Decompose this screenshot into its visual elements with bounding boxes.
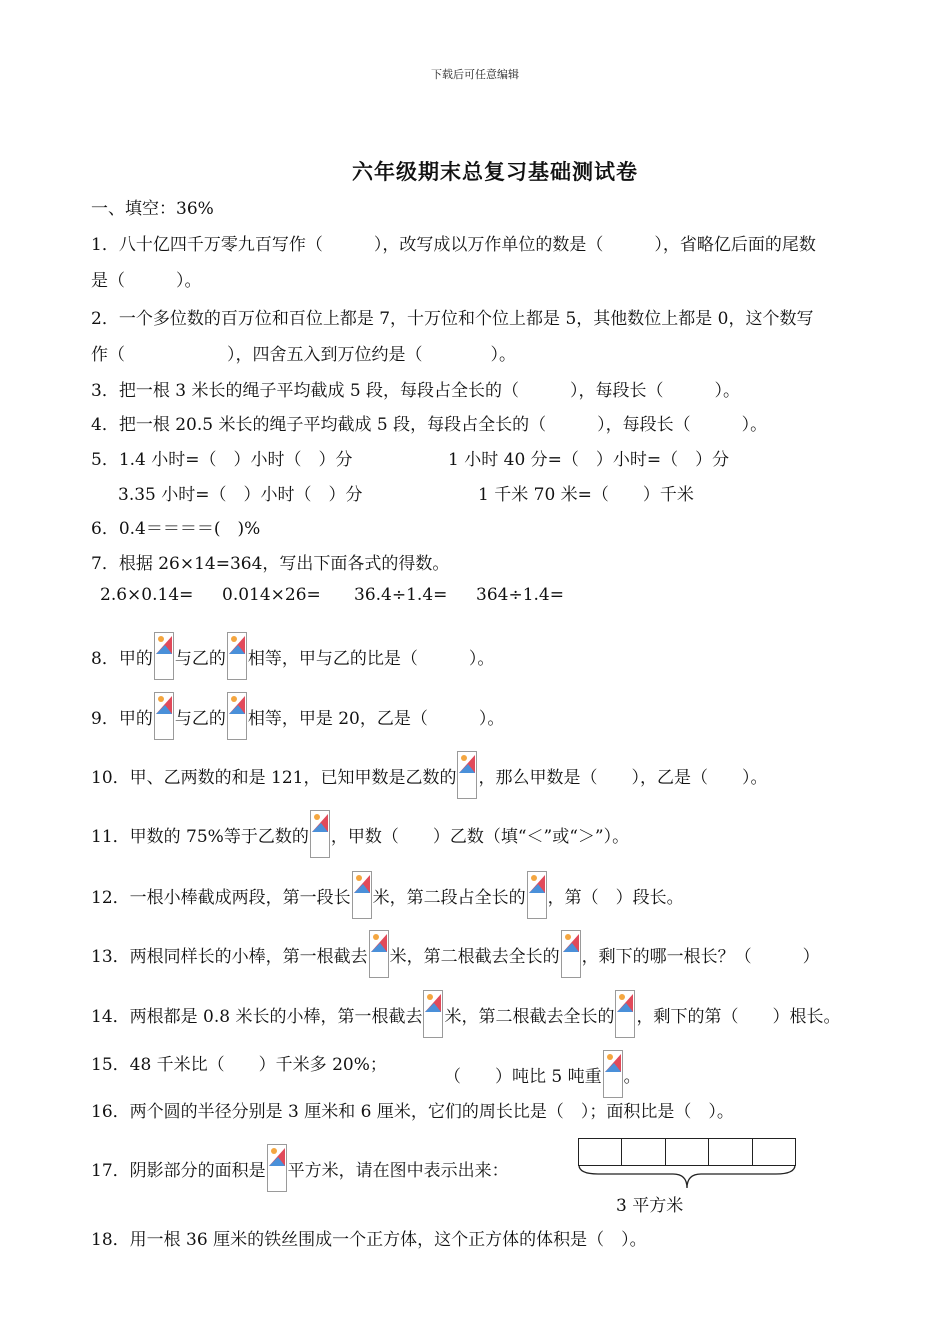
question-2-line-1: 2．一个多位数的百万位和百位上都是 7，十万位和个位上都是 5，其他数位上都是 0，这个数写 xyxy=(91,309,814,329)
question-18: 18．用一根 36 厘米的铁丝围成一个正方体，这个正方体的体积是（ ）。 xyxy=(91,1230,647,1250)
page-title: 六年级期末总复习基础测试卷 xyxy=(352,159,638,184)
fraction-image-icon xyxy=(352,871,372,919)
question-7: 7．根据 26×14=364，写出下面各式的得数。 xyxy=(91,554,450,574)
question-1-line-1: 1．八十亿四千万零九百写作（ ），改写成以万作单位的数是（ ），省略亿后面的尾数 xyxy=(91,235,816,255)
fraction-image-icon xyxy=(154,632,174,680)
question-7-expression: 0.014×26= xyxy=(222,585,321,605)
question-7-expression: 2.6×0.14= xyxy=(100,585,194,605)
question-6: 6．0.4＝＝＝＝( )% xyxy=(91,519,261,539)
curly-brace-icon xyxy=(578,1164,796,1192)
question-8: 8．甲的 与乙的 相等，甲与乙的比是（ ）。 xyxy=(91,632,494,680)
fraction-image-icon xyxy=(615,990,635,1038)
question-13: 13．两根同样长的小棒，第一根截去 米，第二根截去全长的 ，剩下的哪一根长？（ ） xyxy=(91,930,820,978)
question-7-expression: 364÷1.4= xyxy=(476,585,564,605)
question-3: 3．把一根 3 米长的绳子平均截成 5 段，每段占全长的（ ），每段长（ ）。 xyxy=(91,381,741,401)
question-5-part-a: 5．1.4 小时=（ ）小时（ ）分 xyxy=(91,450,353,470)
question-16: 16．两个圆的半径分别是 3 厘米和 6 厘米，它们的周长比是（ ）；面积比是（ ）。 xyxy=(91,1102,734,1122)
question-14: 14．两根都是 0.8 米长的小棒，第一根截去 米，第二根截去全长的 ，剩下的第（ ）根长。 xyxy=(91,990,840,1038)
area-diagram-cell[interactable] xyxy=(709,1139,752,1165)
fraction-image-icon xyxy=(457,751,477,799)
fraction-image-icon xyxy=(527,871,547,919)
question-15-part-a: 15．48 千米比（ ）千米多 20%； xyxy=(91,1055,387,1075)
area-diagram-cell[interactable] xyxy=(579,1139,622,1165)
question-10: 10．甲、乙两数的和是 121，已知甲数是乙数的 ，那么甲数是（ ），乙是（ ）。 xyxy=(91,751,767,799)
question-5-part-d: 1 千米 70 米=（ ）千米 xyxy=(478,485,694,505)
question-5-part-c: 3.35 小时=（ ）小时（ ）分 xyxy=(118,485,363,505)
fraction-image-icon xyxy=(154,692,174,740)
question-9: 9．甲的 与乙的 相等，甲是 20，乙是（ ）。 xyxy=(91,692,504,740)
area-diagram-cell[interactable] xyxy=(666,1139,709,1165)
fraction-image-icon xyxy=(227,692,247,740)
question-1-line-2: 是（ ）。 xyxy=(91,271,202,291)
fraction-image-icon xyxy=(369,930,389,978)
question-11: 11．甲数的 75%等于乙数的 ，甲数（ ）乙数（填“＜”或“＞”）。 xyxy=(91,810,629,858)
fraction-image-icon xyxy=(227,632,247,680)
fraction-image-icon xyxy=(310,810,330,858)
question-2-line-2: 作（ ），四舍五入到万位约是（ ）。 xyxy=(91,345,516,365)
fraction-image-icon xyxy=(423,990,443,1038)
question-15-part-b: （ ）吨比 5 吨重 。 xyxy=(444,1050,641,1098)
question-5-part-b: 1 小时 40 分=（ ）小时=（ ）分 xyxy=(448,450,730,470)
question-17: 17．阴影部分的面积是 平方米，请在图中表示出来： xyxy=(91,1144,509,1192)
section-heading: 一、填空：36% xyxy=(91,199,214,219)
area-diagram-cell[interactable] xyxy=(753,1139,795,1165)
page-header: 下载后可任意编辑 xyxy=(431,68,519,81)
area-diagram-cell[interactable] xyxy=(622,1139,665,1165)
question-4: 4．把一根 20.5 米长的绳子平均截成 5 段，每段占全长的（ ），每段长（ ）。 xyxy=(91,415,768,435)
question-7-expression: 36.4÷1.4= xyxy=(354,585,448,605)
area-diagram-label: 3 平方米 xyxy=(616,1196,684,1216)
area-diagram-strip xyxy=(578,1138,796,1166)
question-12: 12．一根小棒截成两段，第一段长 米，第二段占全长的 ，第（ ）段长。 xyxy=(91,871,684,919)
fraction-image-icon xyxy=(561,930,581,978)
fraction-image-icon xyxy=(267,1144,287,1192)
fraction-image-icon xyxy=(603,1050,623,1098)
